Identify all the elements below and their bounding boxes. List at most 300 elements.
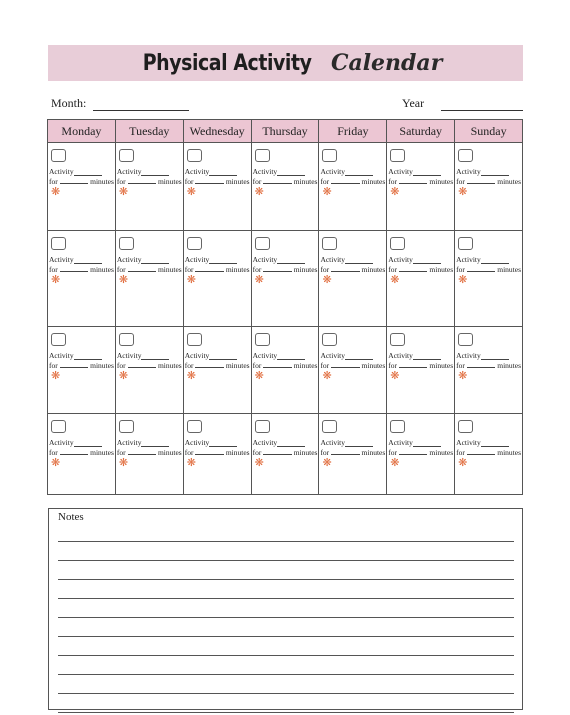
flower-icon: ❋ xyxy=(254,186,264,198)
activity-field[interactable] xyxy=(141,257,169,264)
day-cell xyxy=(387,414,455,495)
activity-line xyxy=(185,351,238,360)
duration-line xyxy=(49,448,114,457)
for-label: for xyxy=(252,448,262,457)
for-label: for xyxy=(184,361,194,370)
day-checkbox[interactable] xyxy=(51,237,66,250)
activity-line xyxy=(117,255,170,264)
activity-label: Activity xyxy=(252,167,278,176)
activity-label: Activity xyxy=(388,351,413,360)
for-label: for xyxy=(49,448,58,457)
day-cell xyxy=(184,414,252,495)
activity-line xyxy=(388,255,441,264)
activity-label: Activity xyxy=(320,255,346,264)
day-cell xyxy=(319,143,387,230)
flower-icon: ❋ xyxy=(458,274,468,286)
minutes-field[interactable] xyxy=(467,448,495,455)
activity-label: Activity xyxy=(116,438,142,447)
duration-line xyxy=(185,448,250,457)
activity-field[interactable] xyxy=(209,440,237,447)
duration-line xyxy=(117,177,182,186)
minutes-label: minutes xyxy=(90,448,114,457)
for-label: for xyxy=(456,265,465,274)
week-row xyxy=(48,231,522,327)
day-cell xyxy=(455,414,522,495)
day-cell xyxy=(455,327,522,413)
day-checkbox[interactable] xyxy=(255,333,270,346)
duration-line xyxy=(253,177,318,186)
day-checkbox[interactable] xyxy=(119,333,134,346)
note-line[interactable] xyxy=(58,617,514,618)
for-label: for xyxy=(252,177,262,186)
activity-field[interactable] xyxy=(345,440,373,447)
activity-line xyxy=(320,255,373,264)
activity-label: Activity xyxy=(116,255,142,264)
note-line[interactable] xyxy=(58,674,514,675)
flower-icon: ❋ xyxy=(51,274,61,286)
activity-label: Activity xyxy=(320,351,346,360)
note-line[interactable] xyxy=(58,655,514,656)
day-cell xyxy=(48,327,116,413)
note-line[interactable] xyxy=(58,579,514,580)
minutes-field[interactable] xyxy=(195,361,223,368)
minutes-field[interactable] xyxy=(128,448,156,455)
activity-line xyxy=(456,438,509,447)
day-checkbox[interactable] xyxy=(255,237,270,250)
activity-label: Activity xyxy=(388,255,413,264)
minutes-label: minutes xyxy=(429,177,454,186)
minutes-field[interactable] xyxy=(263,448,291,455)
activity-label: Activity xyxy=(184,351,210,360)
activity-line xyxy=(253,438,306,447)
for-label: for xyxy=(116,177,126,186)
flower-icon: ❋ xyxy=(322,186,332,198)
minutes-label: minutes xyxy=(225,265,250,274)
minutes-label: minutes xyxy=(293,448,318,457)
day-checkbox[interactable] xyxy=(187,333,202,346)
day-checkbox[interactable] xyxy=(390,420,405,433)
day-cell xyxy=(387,327,455,413)
day-checkbox[interactable] xyxy=(51,149,66,162)
day-checkbox[interactable] xyxy=(322,149,337,162)
day-checkbox[interactable] xyxy=(322,420,337,433)
for-label: for xyxy=(116,361,126,370)
for-label: for xyxy=(184,265,194,274)
day-checkbox[interactable] xyxy=(390,237,405,250)
for-label: for xyxy=(49,361,58,370)
day-cell xyxy=(48,414,116,495)
duration-line xyxy=(320,177,385,186)
activity-field[interactable] xyxy=(481,353,509,360)
flower-icon: ❋ xyxy=(118,186,129,198)
day-cell xyxy=(184,231,252,326)
activity-field[interactable] xyxy=(413,440,441,447)
day-checkbox[interactable] xyxy=(187,420,202,433)
activity-label: Activity xyxy=(49,438,74,447)
for-label: for xyxy=(184,448,194,457)
activity-field[interactable] xyxy=(345,257,373,264)
duration-line xyxy=(117,361,182,370)
activity-line xyxy=(253,351,306,360)
minutes-label: minutes xyxy=(429,361,454,370)
day-checkbox[interactable] xyxy=(390,149,405,162)
weekday-header xyxy=(48,120,522,143)
minutes-field[interactable] xyxy=(399,448,427,455)
minutes-field[interactable] xyxy=(331,265,359,272)
minutes-field[interactable] xyxy=(467,177,495,184)
activity-field[interactable] xyxy=(413,169,441,176)
for-label: for xyxy=(252,265,262,274)
activity-field[interactable] xyxy=(209,353,237,360)
for-label: for xyxy=(320,448,330,457)
activity-label: Activity xyxy=(388,438,413,447)
minutes-field[interactable] xyxy=(128,177,156,184)
calendar-body xyxy=(48,143,522,495)
minutes-field[interactable] xyxy=(399,361,427,368)
activity-field[interactable] xyxy=(277,440,305,447)
minutes-label: minutes xyxy=(157,361,182,370)
day-cell xyxy=(48,143,116,230)
minutes-field[interactable] xyxy=(399,265,427,272)
day-checkbox[interactable] xyxy=(255,420,270,433)
duration-line xyxy=(185,265,250,274)
for-label: for xyxy=(388,448,398,457)
minutes-field[interactable] xyxy=(263,177,291,184)
activity-line xyxy=(253,255,306,264)
for-label: for xyxy=(320,361,330,370)
flower-icon: ❋ xyxy=(322,274,332,286)
duration-line xyxy=(456,361,521,370)
minutes-label: minutes xyxy=(497,361,522,370)
flower-icon: ❋ xyxy=(118,457,129,469)
minutes-label: minutes xyxy=(361,177,386,186)
day-cell xyxy=(252,414,320,495)
day-cell xyxy=(252,327,320,413)
minutes-label: minutes xyxy=(293,177,318,186)
minutes-label: minutes xyxy=(90,265,114,274)
activity-line xyxy=(388,438,441,447)
minutes-field[interactable] xyxy=(195,448,223,455)
minutes-label: minutes xyxy=(157,448,182,457)
flower-icon: ❋ xyxy=(390,457,400,469)
month-field[interactable] xyxy=(93,100,189,111)
flower-icon: ❋ xyxy=(458,457,468,469)
note-line[interactable] xyxy=(58,560,514,561)
day-checkbox[interactable] xyxy=(119,237,134,250)
flower-icon: ❋ xyxy=(118,274,129,286)
activity-field[interactable] xyxy=(345,353,373,360)
day-checkbox[interactable] xyxy=(187,237,202,250)
duration-line xyxy=(456,177,521,186)
for-label: for xyxy=(388,265,398,274)
duration-line xyxy=(320,265,385,274)
minutes-field[interactable] xyxy=(331,361,359,368)
duration-line xyxy=(388,265,453,274)
minutes-label: minutes xyxy=(225,448,250,457)
day-cell xyxy=(116,327,184,413)
activity-line xyxy=(320,438,373,447)
day-checkbox[interactable] xyxy=(51,333,66,346)
activity-line xyxy=(49,438,102,447)
activity-label: Activity xyxy=(456,351,481,360)
day-header-monday: Monday xyxy=(48,120,116,142)
minutes-label: minutes xyxy=(225,361,250,370)
for-label: for xyxy=(456,448,465,457)
duration-line xyxy=(320,361,385,370)
activity-line xyxy=(456,167,509,176)
for-label: for xyxy=(456,177,465,186)
year-field[interactable] xyxy=(441,100,523,111)
day-cell xyxy=(455,231,522,326)
day-header-wednesday: Wednesday xyxy=(184,120,252,142)
activity-line xyxy=(185,438,238,447)
activity-field[interactable] xyxy=(413,353,441,360)
activity-field[interactable] xyxy=(277,353,305,360)
minutes-field[interactable] xyxy=(467,361,495,368)
activity-line xyxy=(456,255,509,264)
for-label: for xyxy=(320,177,330,186)
minutes-field[interactable] xyxy=(263,361,291,368)
minutes-field[interactable] xyxy=(195,265,223,272)
day-cell xyxy=(387,143,455,230)
activity-label: Activity xyxy=(320,438,346,447)
minutes-field[interactable] xyxy=(331,177,359,184)
flower-icon: ❋ xyxy=(458,186,468,198)
for-label: for xyxy=(320,265,330,274)
day-checkbox[interactable] xyxy=(119,420,134,433)
note-line[interactable] xyxy=(58,598,514,599)
note-line[interactable] xyxy=(58,693,514,694)
flower-icon: ❋ xyxy=(458,370,468,382)
activity-field[interactable] xyxy=(74,257,102,264)
minutes-field[interactable] xyxy=(60,448,88,455)
activity-label: Activity xyxy=(49,255,74,264)
flower-icon: ❋ xyxy=(186,370,196,382)
day-cell xyxy=(116,231,184,326)
minutes-label: minutes xyxy=(157,265,182,274)
activity-field[interactable] xyxy=(345,169,373,176)
duration-line xyxy=(388,177,453,186)
day-cell xyxy=(184,327,252,413)
duration-line xyxy=(185,177,250,186)
flower-icon: ❋ xyxy=(254,274,264,286)
day-checkbox[interactable] xyxy=(119,149,134,162)
activity-line xyxy=(117,167,170,176)
for-label: for xyxy=(388,361,398,370)
for-label: for xyxy=(184,177,194,186)
activity-line xyxy=(185,167,238,176)
flower-icon: ❋ xyxy=(254,370,264,382)
minutes-label: minutes xyxy=(225,177,250,186)
activity-line xyxy=(253,167,306,176)
notes-box xyxy=(48,508,523,710)
duration-line xyxy=(388,361,453,370)
month-label: Month: xyxy=(51,96,87,110)
activity-field[interactable] xyxy=(74,353,102,360)
day-header-sunday: Sunday xyxy=(470,124,507,138)
year-label: Year xyxy=(402,96,425,110)
day-checkbox[interactable] xyxy=(458,333,473,346)
activity-label: Activity xyxy=(49,351,74,360)
duration-line xyxy=(49,265,114,274)
note-line[interactable] xyxy=(58,712,514,713)
day-cell xyxy=(252,143,320,230)
flower-icon: ❋ xyxy=(51,457,61,469)
flower-icon: ❋ xyxy=(118,370,129,382)
activity-line xyxy=(117,438,170,447)
activity-field[interactable] xyxy=(277,169,305,176)
duration-line xyxy=(253,361,318,370)
notes-label: Notes xyxy=(58,511,84,523)
minutes-label: minutes xyxy=(497,177,522,186)
title-banner xyxy=(48,45,523,81)
day-header-tuesday: Tuesday xyxy=(116,120,184,142)
activity-line xyxy=(117,351,170,360)
activity-field[interactable] xyxy=(141,169,169,176)
activity-field[interactable] xyxy=(141,353,169,360)
activity-field[interactable] xyxy=(74,440,102,447)
duration-line xyxy=(49,177,114,186)
title-main: Physical Activity xyxy=(142,51,312,76)
activity-field[interactable] xyxy=(277,257,305,264)
day-checkbox[interactable] xyxy=(322,333,337,346)
activity-field[interactable] xyxy=(481,257,509,264)
day-checkbox[interactable] xyxy=(458,149,473,162)
flower-icon: ❋ xyxy=(254,457,264,469)
day-cell xyxy=(387,231,455,326)
duration-line xyxy=(253,265,318,274)
activity-field[interactable] xyxy=(481,169,509,176)
minutes-label: minutes xyxy=(497,448,522,457)
activity-label: Activity xyxy=(456,438,481,447)
title-script: Calendar xyxy=(330,50,443,76)
activity-line xyxy=(388,167,441,176)
for-label: for xyxy=(49,265,58,274)
activity-line xyxy=(388,351,441,360)
flower-icon: ❋ xyxy=(186,457,196,469)
minutes-field[interactable] xyxy=(60,177,88,184)
calendar-grid xyxy=(47,119,523,495)
day-header-thursday: Thursday xyxy=(252,120,320,142)
minutes-label: minutes xyxy=(361,265,386,274)
minutes-label: minutes xyxy=(361,448,386,457)
activity-line xyxy=(49,351,102,360)
activity-label: Activity xyxy=(388,167,413,176)
activity-label: Activity xyxy=(116,351,142,360)
duration-line xyxy=(49,361,114,370)
month-row xyxy=(51,96,189,111)
activity-label: Activity xyxy=(252,255,278,264)
note-line[interactable] xyxy=(58,636,514,637)
day-cell xyxy=(319,327,387,413)
day-checkbox[interactable] xyxy=(322,237,337,250)
minutes-label: minutes xyxy=(293,361,318,370)
activity-line xyxy=(49,255,102,264)
minutes-field[interactable] xyxy=(128,265,156,272)
activity-label: Activity xyxy=(320,167,346,176)
minutes-label: minutes xyxy=(157,177,182,186)
flower-icon: ❋ xyxy=(390,186,400,198)
flower-icon: ❋ xyxy=(186,186,196,198)
day-checkbox[interactable] xyxy=(51,420,66,433)
activity-label: Activity xyxy=(184,438,210,447)
day-cell xyxy=(319,414,387,495)
minutes-label: minutes xyxy=(90,361,114,370)
day-checkbox[interactable] xyxy=(187,149,202,162)
day-cell xyxy=(319,231,387,326)
duration-line xyxy=(320,448,385,457)
flower-icon: ❋ xyxy=(51,370,61,382)
note-line[interactable] xyxy=(58,541,514,542)
flower-icon: ❋ xyxy=(186,274,196,286)
minutes-label: minutes xyxy=(429,265,454,274)
minutes-field[interactable] xyxy=(467,265,495,272)
duration-line xyxy=(117,265,182,274)
day-checkbox[interactable] xyxy=(458,420,473,433)
activity-label: Activity xyxy=(252,351,278,360)
day-cell xyxy=(48,231,116,326)
minutes-field[interactable] xyxy=(263,265,291,272)
minutes-label: minutes xyxy=(361,361,386,370)
activity-field[interactable] xyxy=(481,440,509,447)
day-cell xyxy=(116,414,184,495)
activity-line xyxy=(320,351,373,360)
minutes-label: minutes xyxy=(497,265,522,274)
activity-label: Activity xyxy=(116,167,142,176)
minutes-field[interactable] xyxy=(60,265,88,272)
activity-field[interactable] xyxy=(209,169,237,176)
minutes-field[interactable] xyxy=(195,177,223,184)
activity-field[interactable] xyxy=(209,257,237,264)
week-row xyxy=(48,327,522,414)
minutes-field[interactable] xyxy=(399,177,427,184)
day-checkbox[interactable] xyxy=(255,149,270,162)
day-cell xyxy=(455,143,522,230)
activity-label: Activity xyxy=(184,255,210,264)
day-cell xyxy=(184,143,252,230)
duration-line xyxy=(388,448,453,457)
duration-line xyxy=(456,448,521,457)
for-label: for xyxy=(116,265,126,274)
flower-icon: ❋ xyxy=(322,370,332,382)
minutes-field[interactable] xyxy=(331,448,359,455)
week-row xyxy=(48,414,522,495)
flower-icon: ❋ xyxy=(322,457,332,469)
activity-field[interactable] xyxy=(141,440,169,447)
minutes-label: minutes xyxy=(429,448,454,457)
duration-line xyxy=(253,448,318,457)
duration-line xyxy=(117,448,182,457)
activity-label: Activity xyxy=(49,167,74,176)
for-label: for xyxy=(388,177,398,186)
activity-field[interactable] xyxy=(413,257,441,264)
activity-field[interactable] xyxy=(74,169,102,176)
day-checkbox[interactable] xyxy=(390,333,405,346)
day-header-saturday: Saturday xyxy=(387,120,455,142)
day-cell xyxy=(252,231,320,326)
activity-label: Activity xyxy=(252,438,278,447)
day-checkbox[interactable] xyxy=(458,237,473,250)
activity-line xyxy=(456,351,509,360)
minutes-label: minutes xyxy=(90,177,114,186)
year-row xyxy=(402,96,523,111)
duration-line xyxy=(456,265,521,274)
minutes-field[interactable] xyxy=(60,361,88,368)
minutes-field[interactable] xyxy=(128,361,156,368)
duration-line xyxy=(185,361,250,370)
activity-label: Activity xyxy=(456,255,481,264)
activity-label: Activity xyxy=(456,167,481,176)
